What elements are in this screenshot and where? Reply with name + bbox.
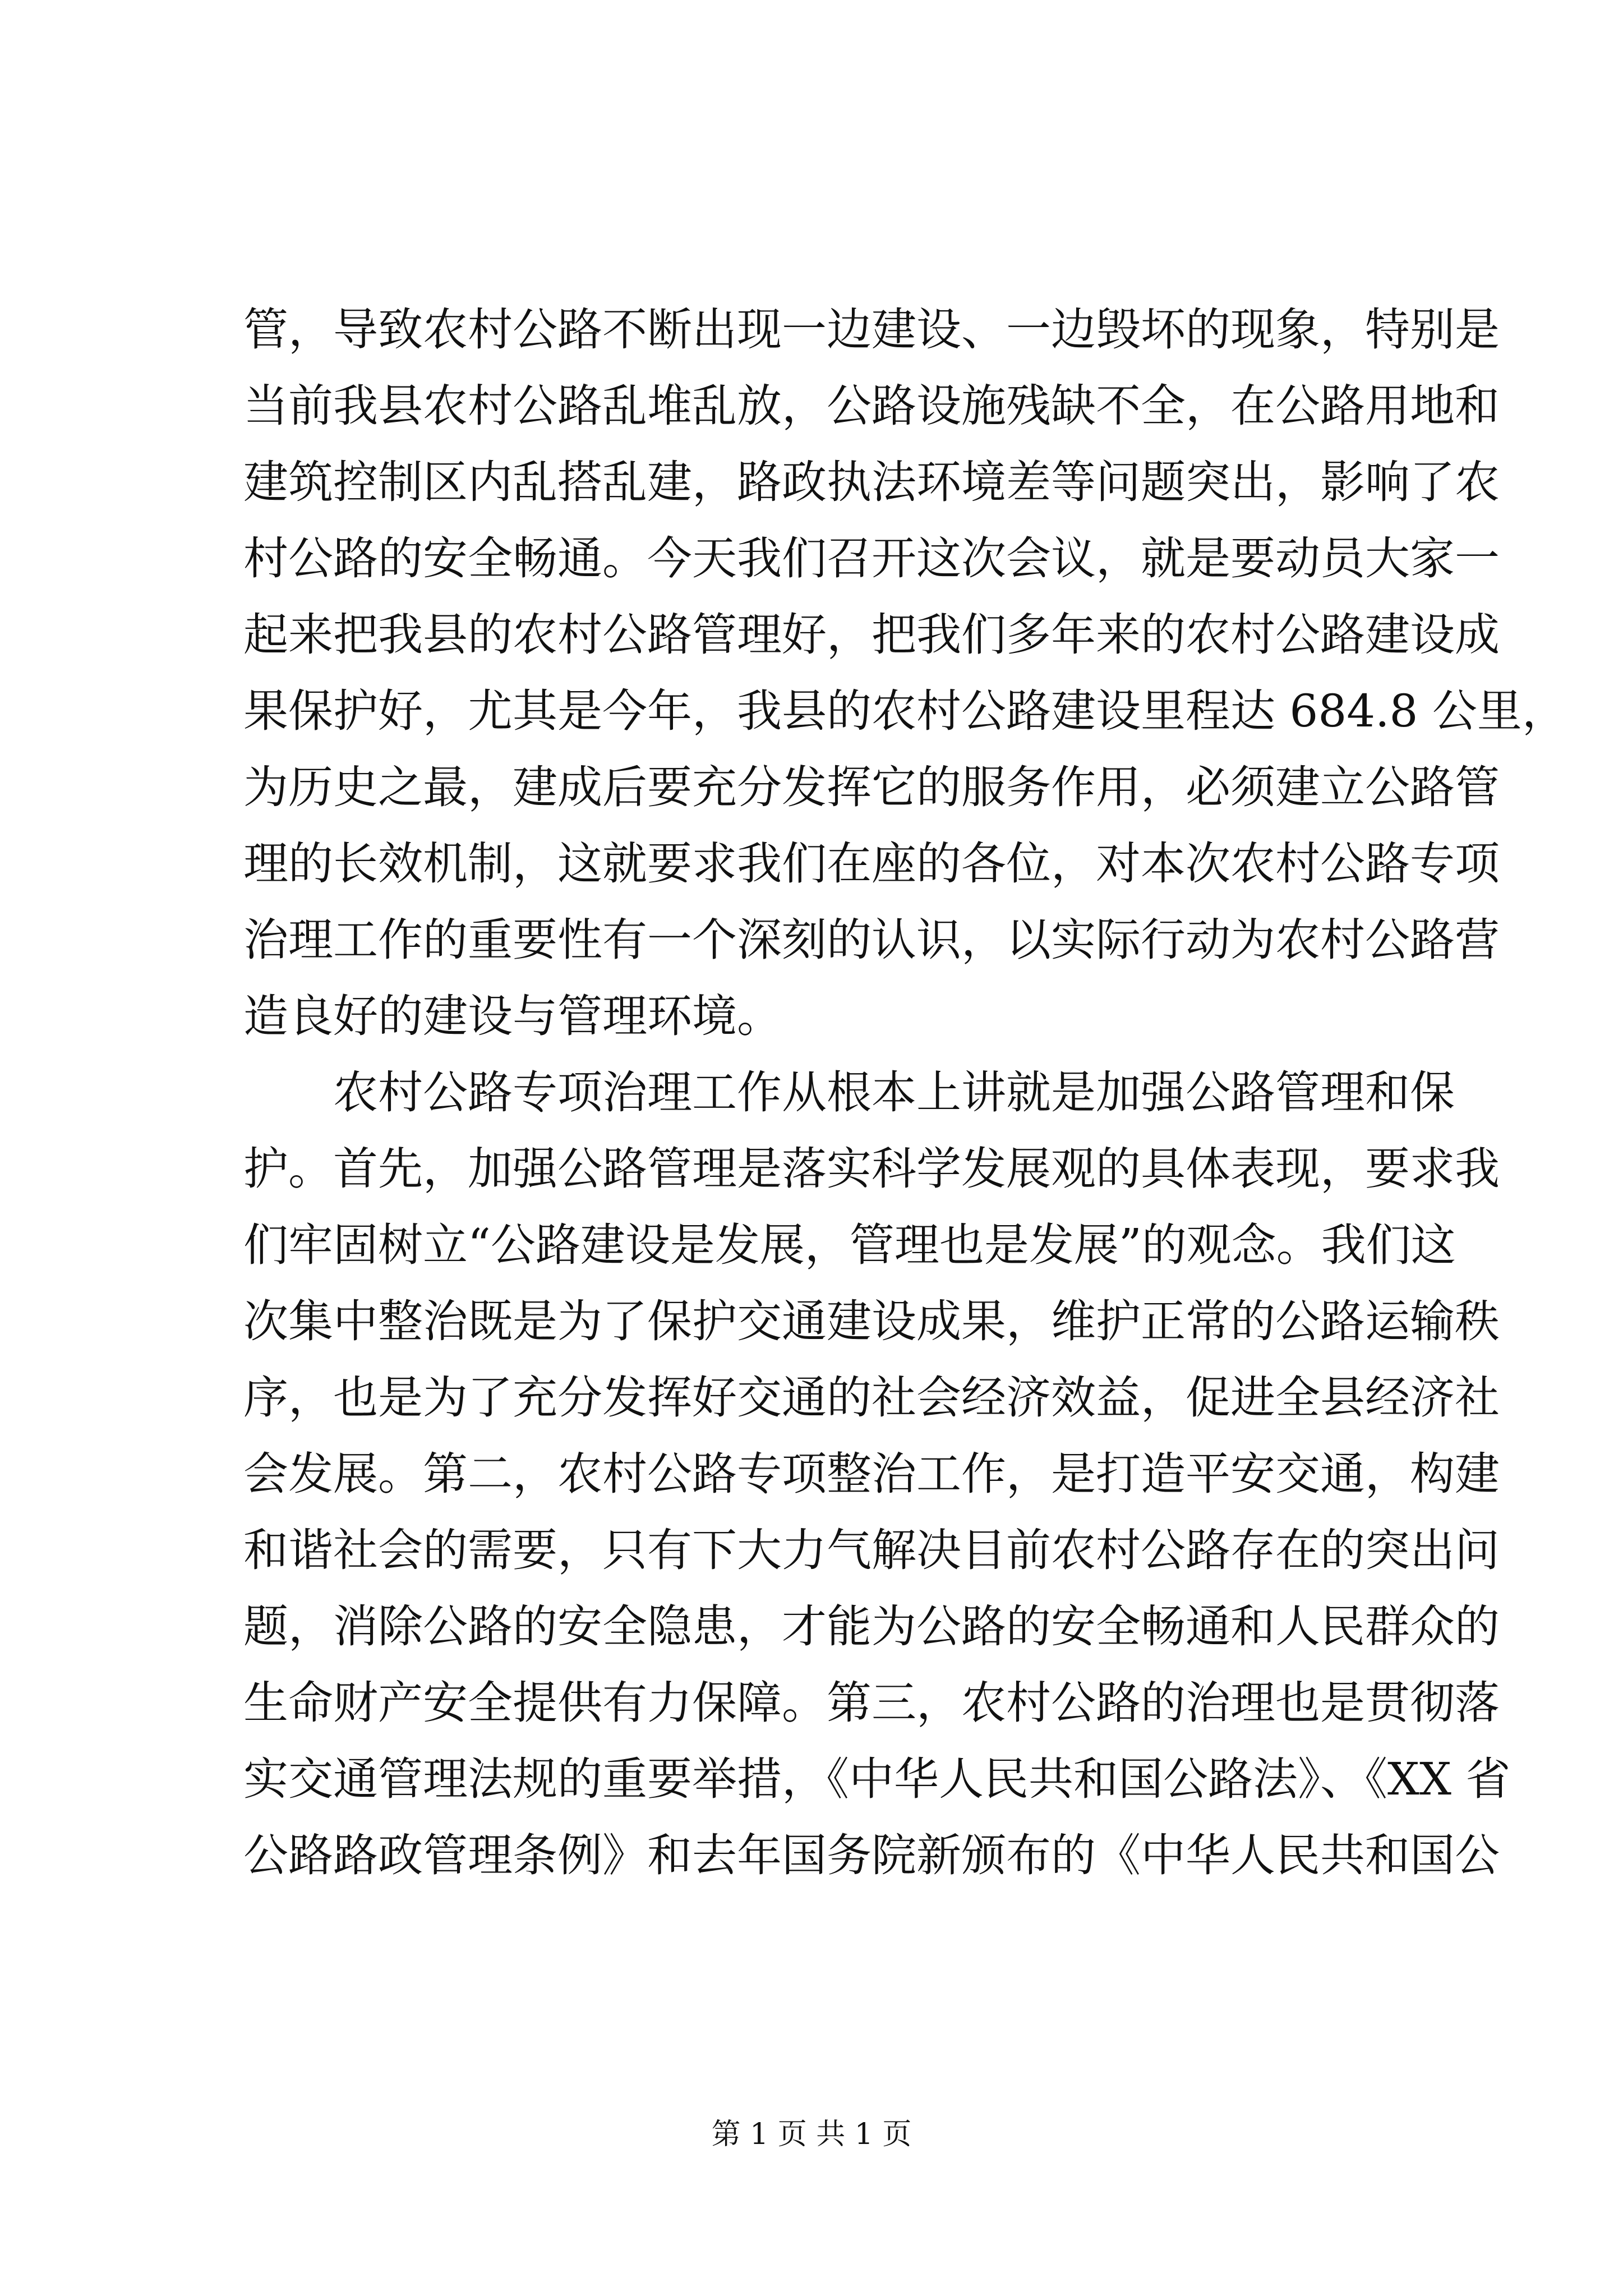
text-line: 们牢固树立“公路建设是发展，管理也是发展”的观念。我们这: [243, 1219, 1456, 1271]
text-line: 造良好的建设与管理环境。: [243, 990, 782, 1042]
text-line: 村公路的安全畅通。今天我们召开这次会议，就是要动员大家一: [243, 532, 1500, 585]
page-number: 第 1 页 共 1 页: [711, 2118, 912, 2151]
text-line: 理的长效机制，这就要求我们在座的各位，对本次农村公路专项: [243, 838, 1500, 890]
text-line: 果保护好，尤其是今年，我县的农村公路建设里程达 684.8 公里，: [243, 685, 1567, 737]
text-line: 当前我县农村公路乱堆乱放，公路设施残缺不全，在公路用地和: [243, 380, 1500, 432]
paragraph-1: [243, 292, 1567, 1055]
text-line: 序，也是为了充分发挥好交通的社会经济效益，促进全县经济社: [243, 1372, 1500, 1424]
page-footer: [0, 2110, 1623, 2152]
text-line: 管，导致农村公路不断出现一边建设、一边毁坏的现象，特别是: [243, 303, 1500, 356]
text-line: 起来把我县的农村公路管理好，把我们多年来的农村公路建设成: [243, 609, 1500, 661]
text-line: 会发展。第二，农村公路专项整治工作，是打造平安交通，构建: [243, 1448, 1500, 1500]
text-line: 治理工作的重要性有一个深刻的认识，以实际行动为农村公路营: [243, 914, 1500, 966]
paragraph-2: [243, 1055, 1511, 1894]
text-line: 建筑控制区内乱搭乱建，路政执法环境差等问题突出，影响了农: [243, 456, 1500, 508]
text-line: 题，消除公路的安全隐患，才能为公路的安全畅通和人民群众的: [243, 1600, 1500, 1653]
text-line: 和谐社会的需要，只有下大力气解决目前农村公路存在的突出问: [243, 1524, 1500, 1576]
text-line: 实交通管理法规的重要举措，《中华人民共和国公路法》、《XX 省: [243, 1753, 1511, 1805]
text-line: 为历史之最，建成后要充分发挥它的服务作用，必须建立公路管: [243, 761, 1500, 813]
text-line: 次集中整治既是为了保护交通建设成果，维护正常的公路运输秩: [243, 1295, 1500, 1347]
text-line: 生命财产安全提供有力保障。第三，农村公路的治理也是贯彻落: [243, 1677, 1500, 1729]
text-line: 护。首先，加强公路管理是落实科学发展观的具体表现，要求我: [243, 1143, 1500, 1195]
text-line: 公路路政管理条例》和去年国务院新颁布的《中华人民共和国公: [243, 1829, 1500, 1881]
body-text: [243, 292, 1567, 1894]
text-line: 农村公路专项治理工作从根本上讲就是加强公路管理和保: [333, 1066, 1455, 1119]
